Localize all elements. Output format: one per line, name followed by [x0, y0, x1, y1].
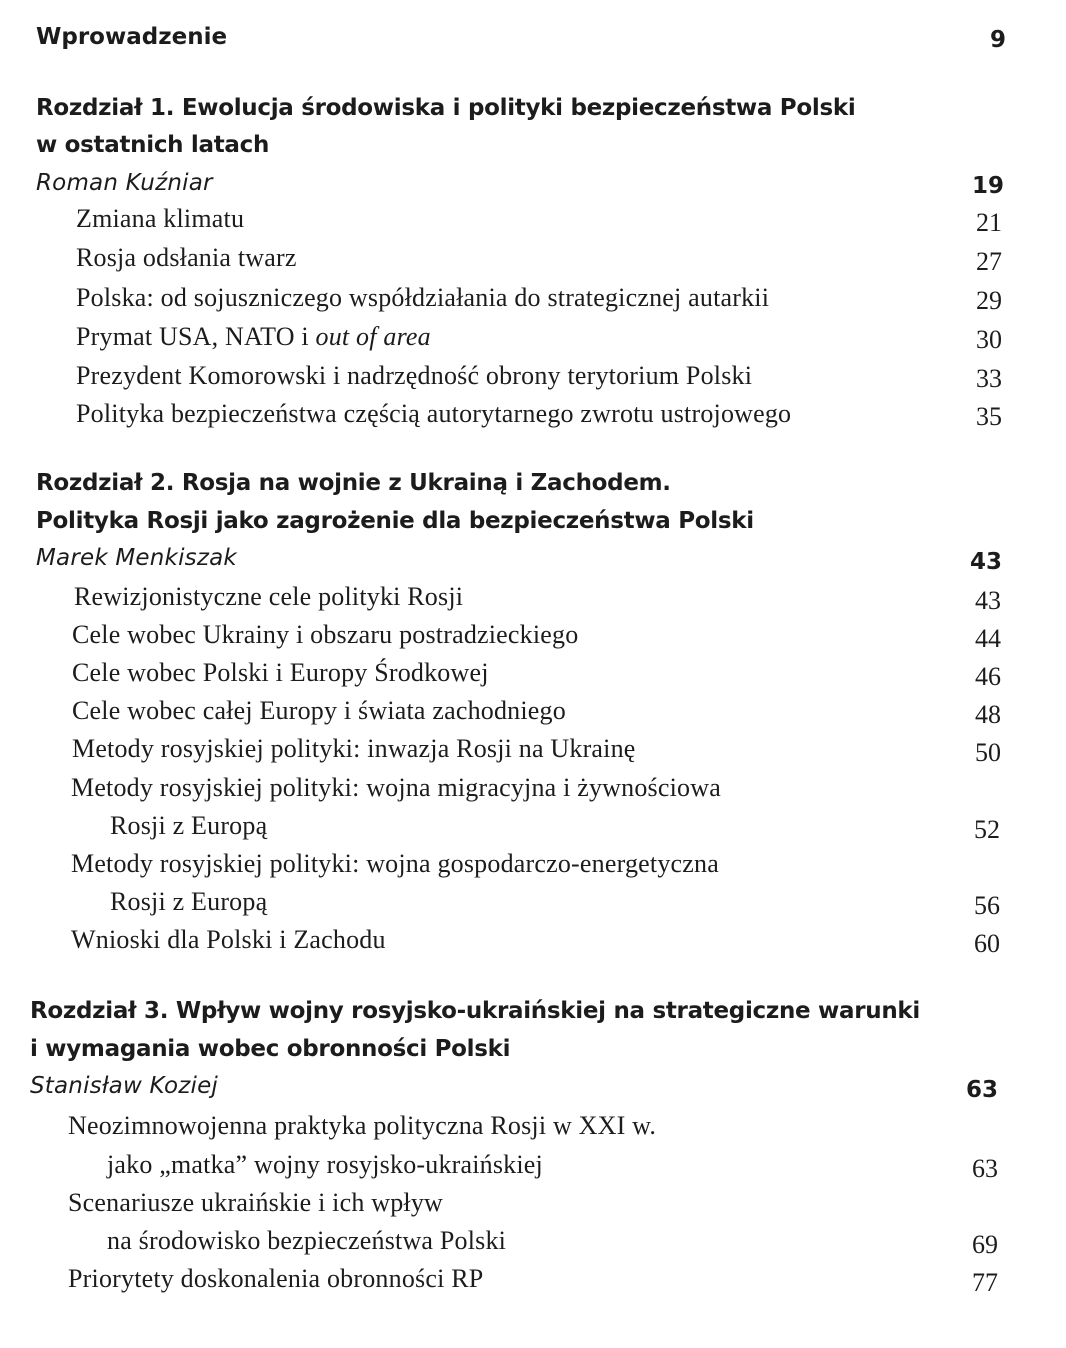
entry-page-number: 77: [972, 1268, 998, 1297]
entry-text: Rewizjonistyczne cele polityki Rosji: [74, 582, 464, 611]
entry-text-italic: out of area: [315, 322, 431, 351]
entry-text-continuation: Rosji z Europą: [110, 811, 268, 840]
entry-text: Scenariusze ukraińskie i ich wpływ: [68, 1188, 444, 1217]
chapter-2-page-number: 43: [969, 549, 1002, 575]
entry-text: Wnioski dla Polski i Zachodu: [71, 925, 386, 954]
entry-page-number: 46: [975, 662, 1001, 691]
entry-page-number: 63: [972, 1154, 998, 1183]
entry-text: [76, 322, 431, 352]
entry-text-continuation: na środowisko bezpieczeństwa Polski: [107, 1226, 507, 1255]
intro-page-number: 9: [989, 27, 1006, 53]
chapter-1-page-number: 19: [971, 173, 1004, 199]
chapter-1-title-line-1: Rozdział 1. Ewolucja środowiska i polityki bezpieczeństwa Polski: [36, 95, 856, 121]
entry-text: Cele wobec Polski i Europy Środkowej: [72, 658, 489, 687]
chapter-3-title-line-1: Rozdział 3. Wpływ wojny rosyjsko-ukraińskiej na strategiczne warunki: [30, 998, 920, 1024]
entry-text: Prezydent Komorowski i nadrzędność obrony terytorium Polski: [76, 361, 753, 390]
entry-text-continuation: jako „matka” wojny rosyjsko-ukraińskiej: [107, 1150, 543, 1179]
entry-text: Neozimnowojenna praktyka polityczna Rosji w XXI w.: [68, 1111, 657, 1140]
entry-page-number: 29: [976, 286, 1002, 315]
chapter-1-title-line-2: w ostatnich latach: [36, 132, 270, 158]
entry-text: Metody rosyjskiej polityki: inwazja Rosji na Ukrainę: [72, 734, 636, 763]
entry-text-regular: Prymat USA, NATO i: [76, 322, 316, 351]
entry-page-number: 52: [974, 815, 1000, 844]
entry-text: Polska: od sojuszniczego współdziałania do strategicznej autarkii: [76, 283, 770, 312]
entry-page-number: 33: [976, 364, 1002, 393]
entry-page-number: 69: [972, 1230, 998, 1259]
entry-text: Cele wobec całej Europy i świata zachodniego: [72, 696, 566, 725]
entry-text: Rosja odsłania twarz: [76, 243, 297, 272]
entry-text: Zmiana klimatu: [76, 204, 245, 233]
entry-page-number: 50: [975, 738, 1001, 767]
entry-text: Metody rosyjskiej polityki: wojna gospodarczo-energetyczna: [71, 849, 719, 878]
entry-text: Priorytety doskonalenia obronności RP: [68, 1264, 484, 1293]
chapter-3-page-number: 63: [965, 1077, 998, 1103]
chapter-2-author: Marek Menkiszak: [36, 545, 237, 571]
chapter-2-title-line-1: Rozdział 2. Rosja na wojnie z Ukrainą i Zachodem.: [36, 470, 671, 496]
entry-page-number: 21: [976, 208, 1002, 237]
chapter-2-title-line-2: Polityka Rosji jako zagrożenie dla bezpieczeństwa Polski: [36, 508, 754, 534]
entry-page-number: 44: [975, 624, 1001, 653]
entry-text: Polityka bezpieczeństwa częścią autorytarnego zwrotu ustrojowego: [76, 399, 792, 428]
entry-page-number: 60: [974, 929, 1000, 958]
intro-title: Wprowadzenie: [36, 24, 228, 50]
entry-page-number: 35: [976, 402, 1002, 431]
chapter-3-title-line-2: i wymagania wobec obronności Polski: [30, 1036, 511, 1062]
chapter-1-author: Roman Kuźniar: [36, 170, 213, 196]
entry-page-number: 27: [976, 247, 1002, 276]
entry-page-number: 30: [976, 325, 1002, 354]
entry-page-number: 48: [975, 700, 1001, 729]
entry-text: Cele wobec Ukrainy i obszaru postradzieckiego: [72, 620, 579, 649]
entry-text: Metody rosyjskiej polityki: wojna migracyjna i żywnościowa: [71, 773, 721, 802]
chapter-3-author: Stanisław Koziej: [30, 1073, 219, 1099]
entry-page-number: 56: [974, 891, 1000, 920]
entry-page-number: 43: [975, 586, 1001, 615]
entry-text-continuation: Rosji z Europą: [110, 887, 268, 916]
